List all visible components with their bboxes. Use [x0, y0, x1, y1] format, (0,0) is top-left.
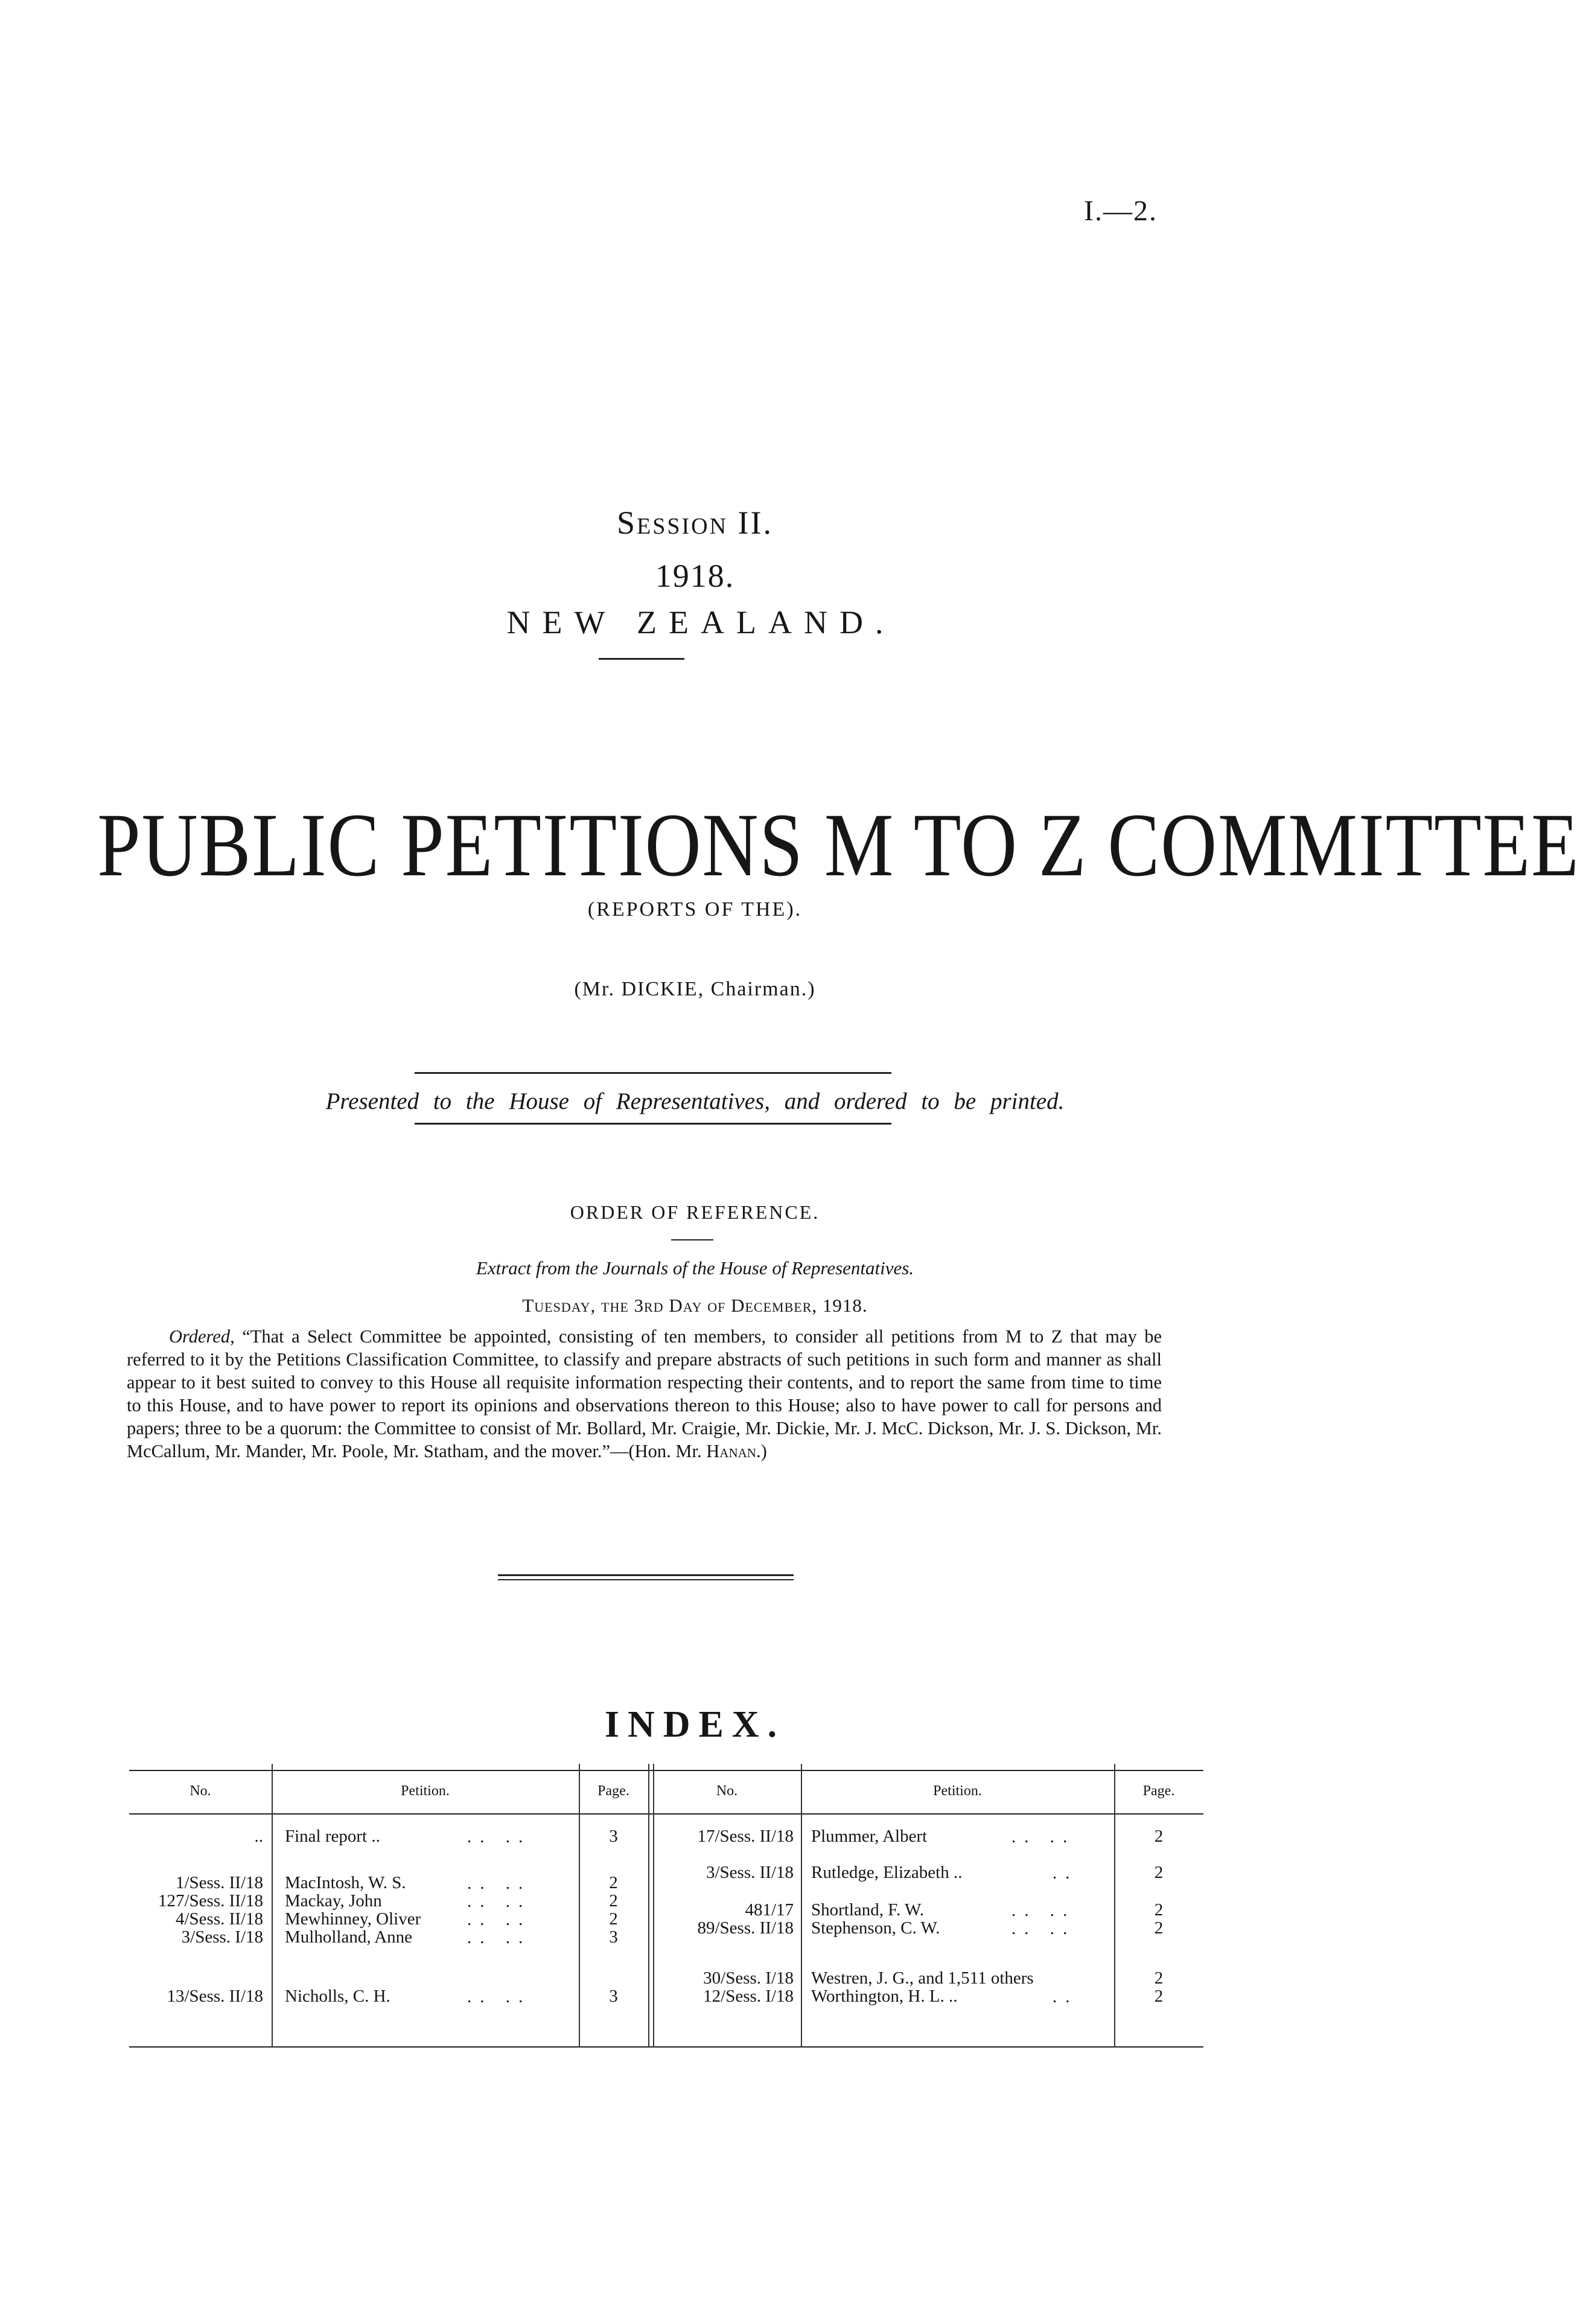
index-left-page: 3 — [609, 1927, 618, 1947]
index-header-no: No. — [190, 1783, 211, 1799]
index-leader-dots: .. .. — [467, 1928, 532, 1947]
index-right-petition: Plummer, Albert — [811, 1827, 928, 1846]
index-rule-header — [129, 1813, 1203, 1815]
index-left-page: 3 — [609, 1827, 618, 1846]
index-left-no: 127/Sess. II/18 — [158, 1891, 263, 1911]
index-right-no: 12/Sess. I/18 — [703, 1987, 794, 2006]
section-rule-2 — [498, 1579, 794, 1580]
index-leader-dots: .. .. — [1011, 1901, 1076, 1920]
order-of-reference-heading: ORDER OF REFERENCE. — [570, 1201, 820, 1223]
order-of-reference-text — [127, 1325, 1162, 1463]
index-leader-dots: .. .. — [467, 1892, 532, 1911]
index-header-page-right: Page. — [1142, 1783, 1175, 1799]
index-right-petition: Stephenson, C. W. — [811, 1918, 940, 1938]
index-left-no: 1/Sess. II/18 — [176, 1873, 263, 1892]
index-rule-bottom — [129, 2046, 1203, 2048]
index-header-petition-right: Petition. — [933, 1783, 982, 1799]
index-left-petition: MacIntosh, W. S. — [285, 1873, 406, 1892]
index-left-page: 3 — [609, 1987, 618, 2006]
index-right-no: 89/Sess. II/18 — [697, 1918, 794, 1938]
index-right-page: 2 — [1154, 1827, 1164, 1846]
presented-statement: Presented to the House of Representatives, and ordered to be printed. — [325, 1088, 1065, 1114]
chairman-line: (Mr. DICKIE, Chairman.) — [574, 978, 816, 1000]
header-rule — [599, 658, 684, 660]
index-right-petition: Rutledge, Elizabeth .. — [811, 1863, 963, 1882]
index-right-petition: Shortland, F. W. — [811, 1900, 925, 1920]
page-identifier: I.—2. — [1084, 195, 1158, 227]
section-rule-1 — [498, 1574, 794, 1576]
index-left-petition: Mulholland, Anne — [285, 1927, 413, 1947]
order-heading-rule — [671, 1239, 713, 1240]
order-body: “That a Select Committee be appointed, consisting of ten members, to consider all petitions from M to Z that may be referred to it by the Petitions Classification Committee, to classify and prepare abstracts of such petitions in such form and manner as shall appear to it best suited to convey to this House all requisite information respecting their contents, and to report the same from time to time to this House, and to have power to report its opinions and observations thereon to this House; also to have power to call for persons and papers; three to be a quorum: the Committee to consist of Mr. Bollard, Mr. Craigie, Mr. Dickie, Mr. J. McC. Dickson, Mr. J. S. Dickson, Mr. McCallum, Mr. Mander, Mr. Poole, Mr. Statham, and the mover.”—(Hon. Mr. — [127, 1326, 1162, 1461]
index-right-page: 2 — [1154, 1918, 1164, 1938]
index-right-petition: Westren, J. G., and 1,511 others — [811, 1968, 1034, 1988]
presented-rule-top — [415, 1072, 891, 1074]
presented-rule-bottom — [415, 1123, 891, 1125]
index-left-no: 13/Sess. II/18 — [167, 1987, 263, 2006]
index-leader-dots: .. — [1053, 1863, 1078, 1883]
index-left-no: .. — [254, 1827, 263, 1846]
ordered-word: Ordered, — [169, 1326, 235, 1347]
index-header-no-right: No. — [716, 1783, 738, 1799]
index-right-page: 2 — [1154, 1987, 1164, 2006]
index-left-petition: Nicholls, C. H. — [285, 1987, 390, 2006]
index-right-no: 3/Sess. II/18 — [706, 1863, 794, 1882]
index-right-page: 2 — [1154, 1900, 1164, 1920]
index-right-page: 2 — [1154, 1968, 1164, 1988]
index-right-petition: Worthington, H. L. .. — [811, 1987, 958, 2006]
index-leader-dots: .. — [1053, 1987, 1078, 2006]
index-leader-dots: .. .. — [1011, 1827, 1076, 1847]
index-leader-dots: .. .. — [467, 1827, 532, 1847]
index-col-divider — [801, 1764, 802, 2048]
index-title: INDEX. — [604, 1704, 786, 1745]
index-leader-dots: .. .. — [467, 1910, 532, 1929]
index-left-petition: Final report .. — [285, 1827, 380, 1846]
country-heading: NEW ZEALAND. — [506, 604, 896, 640]
index-leader-dots: .. .. — [467, 1987, 532, 2006]
order-closing: .) — [756, 1441, 767, 1461]
index-rule-top — [129, 1770, 1203, 1771]
index-right-no: 17/Sess. II/18 — [697, 1827, 794, 1846]
index-left-petition: Mackay, John — [285, 1891, 382, 1911]
document-subtitle: (REPORTS OF THE). — [587, 898, 803, 921]
year-heading: 1918. — [655, 558, 735, 594]
order-date-line: Tuesday, the 3rd Day of December, 1918. — [522, 1295, 868, 1316]
index-leader-dots: .. .. — [1011, 1919, 1076, 1938]
index-left-page: 2 — [609, 1909, 618, 1929]
index-left-no: 3/Sess. I/18 — [181, 1927, 263, 1947]
index-right-page: 2 — [1154, 1863, 1164, 1882]
index-table — [129, 1764, 1203, 2054]
index-col-divider — [648, 1764, 649, 2048]
document-title: PUBLIC PETITIONS M TO Z COMMITTEE — [97, 795, 1580, 895]
index-left-page: 2 — [609, 1873, 618, 1892]
index-left-no: 4/Sess. II/18 — [176, 1909, 263, 1929]
index-right-no: 30/Sess. I/18 — [703, 1968, 794, 1988]
index-left-page: 2 — [609, 1891, 618, 1911]
index-col-divider — [272, 1764, 273, 2048]
session-heading: Session II. — [616, 505, 773, 541]
index-left-petition: Mewhinney, Oliver — [285, 1909, 421, 1929]
index-header-petition: Petition. — [401, 1783, 450, 1799]
index-right-no: 481/17 — [745, 1900, 794, 1920]
journal-extract-line: Extract from the Journals of the House of Representatives. — [476, 1257, 914, 1279]
mover-name: Hanan — [706, 1441, 756, 1461]
index-leader-dots: .. .. — [467, 1874, 532, 1893]
index-header-page: Page. — [597, 1783, 629, 1799]
